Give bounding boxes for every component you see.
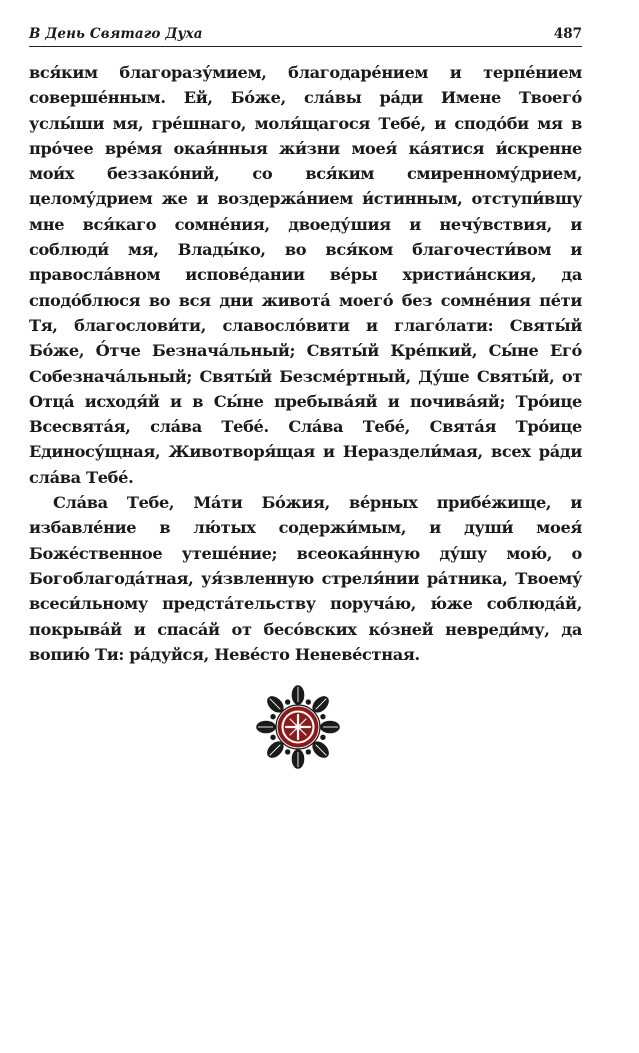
ornament-berry	[271, 735, 276, 740]
prayer-text	[29, 60, 582, 667]
ornament-berry	[321, 735, 326, 740]
page-number: 487	[553, 26, 582, 42]
floral-cross-medallion-icon	[253, 682, 343, 772]
paragraph-continuation: вся́ким благоразу́мием, благодаре́нием и терпе́нием соверше́нным. Ей, Бо́же, сла́вы ра́ди Имене Твоего́ услы́ши мя, гре́шнаго, моля́щагося Тебе́, и сподо́би мя в про́чее вре́мя окая́нныя жи́зни моея́ ка́ятися и́скренне мои́х беззако́ний, со вся́ким смиренному́дрием, целому́дрием же и воздержа́нием и́стинным, отступи́вшу мне вся́каго сомне́ния, двоеду́шия и нечу́вствия, и соблюди́ мя, Влады́ко, во вся́ком благочести́вом и правосла́вном испове́дании ве́ры христиа́нския, да сподо́блюся во вся дни живота́ моего́ без сомне́ния пе́ти Тя, благослови́ти, славосло́вити и глаго́лати: Святы́й Бо́же, О́тче Безнача́льный; Святы́й Кре́пкий, Сы́не Его́ Собезнача́льный; Святы́й Безсме́ртный, Ду́ше Святы́й, от Отца́ исходя́й и в Сы́не пребыва́яй и почива́яй; Тро́ице Всесвята́я, сла́ва Тебе́. Сла́ва Тебе́, Свята́я Тро́ице Единосу́щная, Животворя́щая и Нераздели́мая, всех ра́ди сла́ва Тебе́.	[29, 63, 582, 487]
ornament-berry	[285, 700, 290, 705]
page-header	[29, 26, 582, 48]
running-title: В День Святаго Духа	[29, 26, 203, 42]
header-divider	[29, 46, 582, 47]
ornament-berry	[306, 700, 311, 705]
ornament-berry	[306, 750, 311, 755]
paragraph-theotokos: Сла́ва Тебе, Ма́ти Бо́жия, ве́рных прибе́жище, и избавле́ние в лю́тых содержи́мым, и души́ моея́ Боже́ственное утеше́ние; всеокая́нную ду́шу мою́, о Богоблагода́тная, уя́звленную стреля́нии ра́тника, Твоему́ всеси́льному предста́тельству поруча́ю, ю́же соблюда́й, покрыва́й и спаса́й от бесо́вских ко́зней невреди́му, да вопию́ Ти: ра́дуйся, Неве́сто Неневе́стная.	[29, 493, 582, 664]
ornament-berry	[321, 714, 326, 719]
ornament-berry	[271, 714, 276, 719]
ornament-berry	[285, 750, 290, 755]
